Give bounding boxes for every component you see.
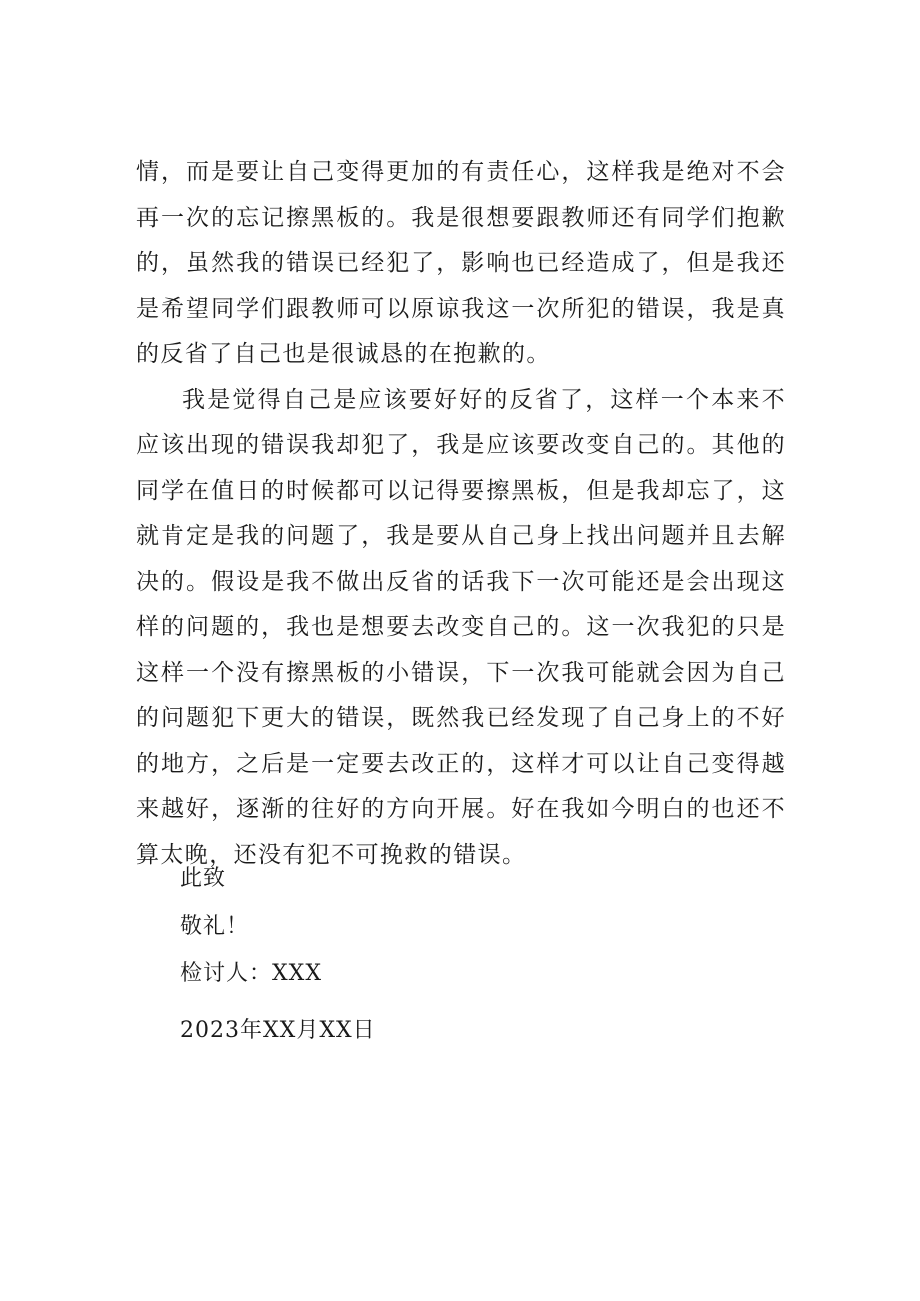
letter-body	[136, 150, 786, 878]
author-line: 检讨人：XXX	[180, 961, 322, 986]
closing-regards: 敬礼！	[180, 914, 250, 939]
paragraph-reflection: 我是觉得自己是应该要好好的反省了，这样一个本来不应该出现的错误我却犯了，我是应该要改变自己的。其他的同学在值日的时候都可以记得要擦黑板，但是我却忘了，这就肯定是我的问题了，我是要从自己身上找出问题并且去解决的。假设是我不做出反省的话我下一次可能还是会出现这样的问题的，我也是想要去改变自己的。这一次我犯的只是这样一个没有擦黑板的小错误，下一次我可能就会因为自己的问题犯下更大的错误，既然我已经发现了自己身上的不好的地方，之后是一定要去改正的，这样才可以让自己变得越来越好，逐渐的往好的方向开展。好在我如今明白的也还不算太晚，还没有犯不可挽救的错误。	[136, 386, 786, 868]
date-line: 2023年XX月XX日	[180, 1018, 376, 1043]
paragraph-continued: 情，而是要让自己变得更加的有责任心，这样我是绝对不会再一次的忘记擦黑板的。我是很想要跟教师还有同学们抱歉的，虽然我的错误已经犯了，影响也已经造成了，但是我还是希望同学们跟教师可以原谅我这一次所犯的错误，我是真的反省了自己也是很诚恳的在抱歉的。	[136, 159, 786, 367]
closing-salute: 此致	[180, 866, 227, 891]
